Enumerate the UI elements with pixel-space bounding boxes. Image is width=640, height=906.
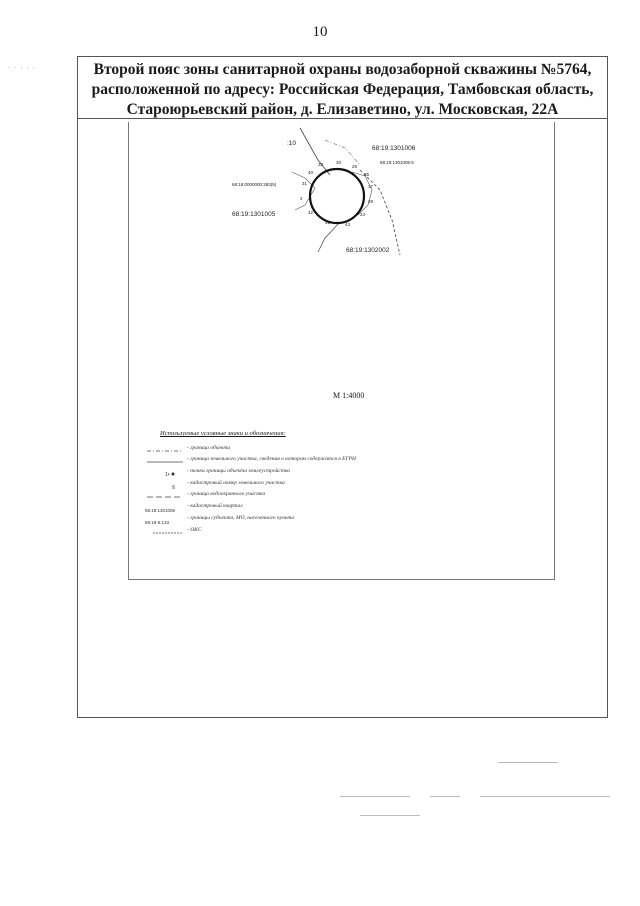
legend-title: Используемые условные знаки и обозначения:: [160, 430, 286, 437]
legend-symbol-dash-dot: [145, 448, 185, 454]
point-label: 29: [352, 164, 358, 169]
legend-row-subject-boundary: [145, 515, 445, 525]
road-line: [325, 140, 360, 165]
svg-text:68:19:1301006: 68:19:1301006: [145, 508, 176, 512]
legend-symbol-point: [145, 471, 185, 477]
legend-symbol-subject: [145, 518, 185, 524]
boundary-line-north: [300, 128, 330, 175]
title-line-2: расположенной по адресу: Российская Федерация, Тамбовская область,: [91, 81, 594, 98]
point-label: 37: [368, 184, 374, 189]
legend-row-object-boundary: [145, 445, 445, 455]
point-label: 33: [318, 162, 324, 167]
legend-symbol-oks: [145, 530, 185, 536]
point-label: 30: [336, 160, 342, 165]
margin-scribble: · · · · ·: [8, 64, 36, 72]
boundary-line-east: [360, 170, 400, 255]
label-10: :10: [287, 140, 297, 147]
legend-symbol-long-dash: [145, 494, 185, 500]
title-line-1: Второй пояс зоны санитарной охраны водозаборной скважины №5764,: [93, 61, 592, 78]
legend-row-water-boundary: [145, 491, 445, 501]
point-label: 42: [308, 210, 314, 215]
title-line-3: Староюрьевский район, д. Елизаветино, ул. Московская, 22А: [126, 101, 559, 118]
map-scale: М 1:4000: [333, 391, 365, 400]
legend-text: - граница земельного участка, сведения о котором содержатся в ЕГРН: [187, 456, 356, 462]
legend-text: - граница водоохранного участка: [187, 491, 266, 497]
svg-text::6: :6: [171, 485, 176, 489]
legend-symbol-number: [145, 483, 185, 489]
legend-text: - точки границы объекта землеустройства: [187, 468, 290, 474]
scan-mark: [480, 796, 610, 797]
label-parcel-283: 68:19:0000000:283(5): [232, 182, 277, 187]
legend-symbol-solid: [145, 459, 185, 465]
legend-symbol-quarter: [145, 506, 185, 512]
label-1301006-5: 68:19:1301006:5: [380, 160, 414, 165]
legend-row-points: [145, 468, 445, 478]
legend-text: - кадастровый квартал: [187, 503, 243, 509]
svg-text:1•: 1•: [165, 472, 170, 477]
point-label: 43: [345, 222, 351, 227]
legend-row-parcel-boundary: [145, 456, 445, 466]
legend-text: - границы субъекта, МО, населенного пункта: [187, 515, 295, 521]
legend-row-oks: [145, 527, 445, 537]
label-1301005: 68:19:1301005: [232, 211, 276, 218]
point-label: 40: [308, 170, 314, 175]
point-label: 41: [325, 220, 331, 225]
scan-mark: [340, 796, 410, 797]
point-label: 2: [300, 196, 303, 201]
label-1302002: 68:19:1302002: [346, 247, 390, 254]
legend-row-cadastral-quarter: [145, 503, 445, 513]
page-number: 10: [312, 24, 328, 40]
scan-mark: [498, 762, 558, 763]
svg-text:68:19-6.133: 68:19-6.133: [145, 520, 170, 524]
point-label: 28: [368, 199, 374, 204]
point-label: 24: [360, 212, 366, 217]
scan-mark: [360, 815, 420, 816]
point-label: 31: [302, 181, 308, 186]
legend-text: - граница объекта: [187, 445, 231, 451]
boundary-line-south: [318, 222, 340, 252]
point-label: 35: [364, 172, 370, 177]
scan-mark: [430, 796, 460, 797]
legend-text: - ОКС: [187, 527, 202, 533]
legend-row-cadastral-number: [145, 480, 445, 490]
legend-text: - кадастровый номер земельного участка: [187, 480, 285, 486]
protection-zone-circle: [310, 169, 364, 223]
label-1301006: 68:19:1301006: [372, 145, 416, 152]
